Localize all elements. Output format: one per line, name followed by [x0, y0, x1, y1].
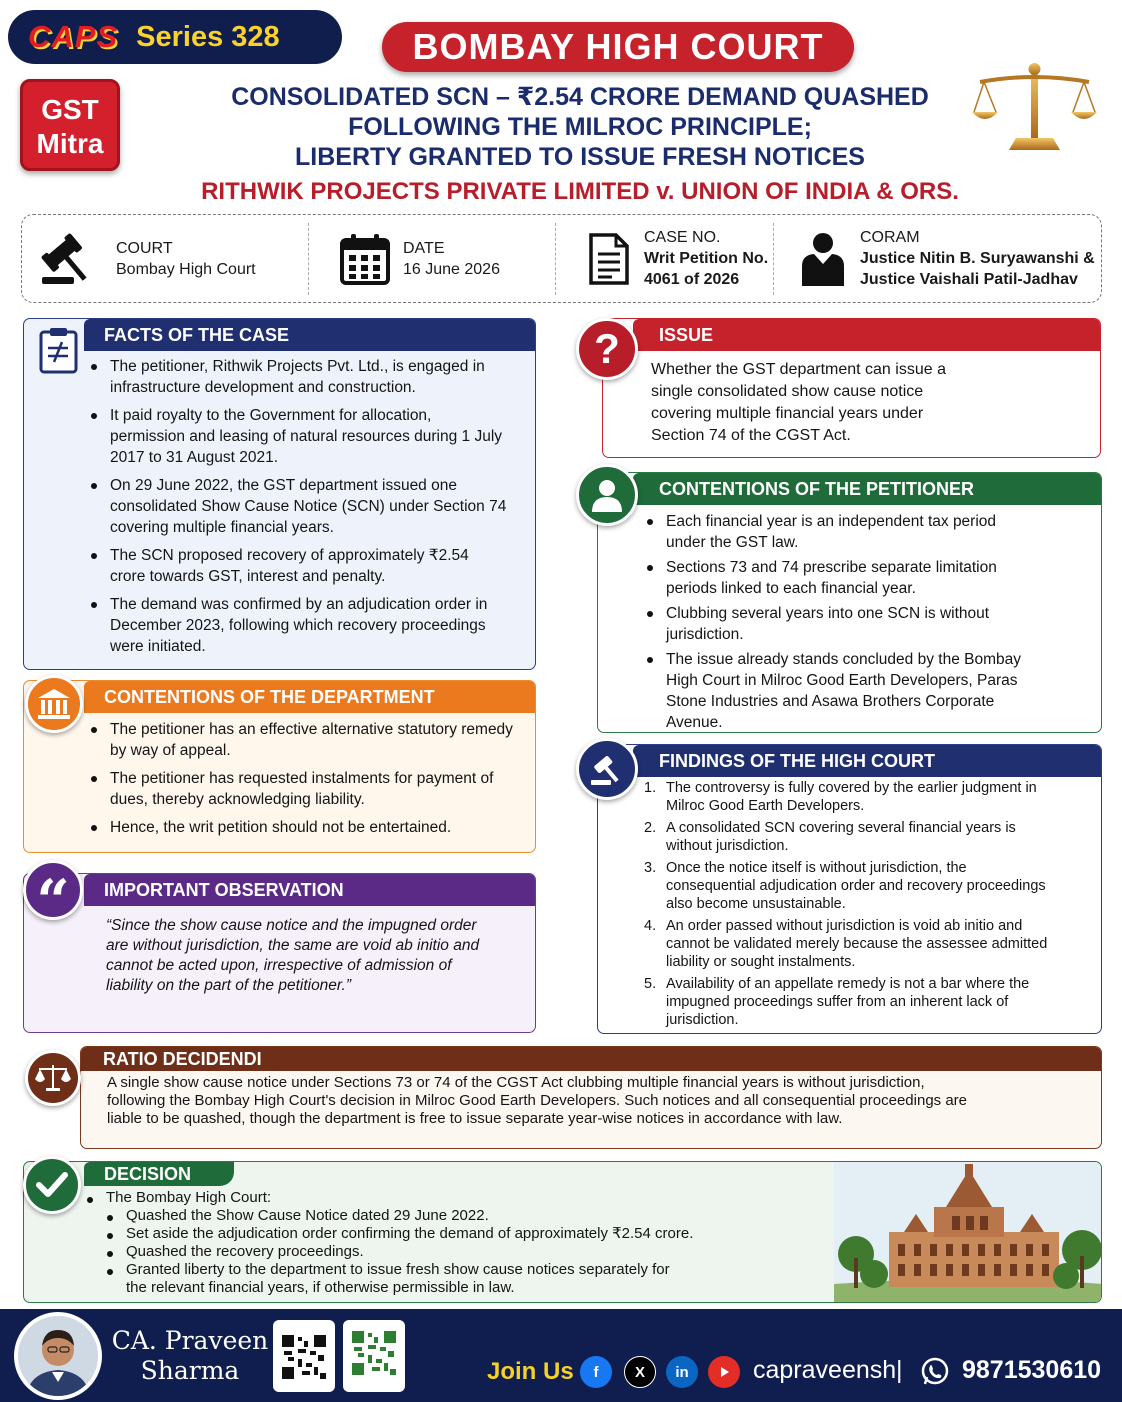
youtube-icon[interactable]	[708, 1356, 740, 1388]
scales-glyph	[35, 1063, 71, 1093]
calendar-icon	[340, 233, 390, 285]
findings-title: FINDINGS OF THE HIGH COURT	[633, 745, 1101, 777]
issue-card	[602, 318, 1101, 458]
gavel-icon	[38, 231, 102, 287]
decision-card	[23, 1161, 1102, 1303]
item-number: 1.	[644, 780, 657, 796]
item-number: 5.	[644, 976, 657, 992]
list-item: On 29 June 2022, the GST department issued one consolidated Show Cause Notice (SCN) under Section 74 covering multiple financial years.	[88, 475, 508, 538]
gavel-glyph	[589, 751, 625, 787]
gst-logo-line1: GST	[41, 94, 99, 125]
gavel-icon	[576, 738, 638, 800]
check-icon	[23, 1156, 81, 1214]
brand-pill	[8, 10, 342, 64]
date-value: 16 June 2026	[403, 260, 500, 278]
coram-value: Justice Vaishali Patil-Jadhav	[860, 271, 1078, 288]
whatsapp-icon[interactable]	[920, 1357, 950, 1387]
item-text: A consolidated SCN covering several financial years is without jurisdiction.	[666, 820, 1016, 854]
divider	[555, 223, 556, 295]
list-item: The issue already stands concluded by the Bombay High Court in Milroc Good Earth Developers, Paras Stone Industries and Asawa Brothers Corporate Avenue.	[644, 649, 1024, 733]
petitioner-title: CONTENTIONS OF THE PETITIONER	[633, 473, 1101, 505]
gst-logo-line2: Mitra	[36, 128, 104, 159]
list-item: Sections 73 and 74 prescribe separate limitation periods linked to each financial year.	[644, 557, 1024, 599]
presenter-name-line1: CA. Praveen	[111, 1326, 269, 1355]
qr-code[interactable]	[273, 1320, 335, 1392]
decision-title: DECISION	[84, 1162, 234, 1186]
department-list	[88, 719, 518, 845]
divider	[773, 223, 774, 295]
divider	[308, 223, 309, 295]
observation-quote: “Since the show cause notice and the impugned order are without jurisdiction, the same are void ab initio and cannot be acted upon, irrespective of admission of liability on the part of the petitioner.”	[106, 917, 480, 994]
person-glyph	[589, 477, 625, 513]
list-item: The SCN proposed recovery of approximately ₹2.54 crore towards GST, interest and penalty.	[88, 545, 508, 587]
facts-title: FACTS OF THE CASE	[84, 319, 535, 351]
gst-mitra-logo	[20, 79, 120, 171]
list-item: Hence, the writ petition should not be entertained.	[88, 817, 518, 838]
list-item: The demand was confirmed by an adjudication order in December 2023, following which recovery proceedings were initiated.	[88, 594, 508, 657]
case-parties: RITHWIK PROJECTS PRIVATE LIMITED v. UNION OF INDIA & ORS.	[201, 178, 959, 205]
qr-code[interactable]	[343, 1320, 405, 1392]
list-item	[644, 975, 1049, 1029]
check-glyph	[36, 1171, 68, 1199]
facts-card	[23, 318, 536, 670]
headline-line: FOLLOWING THE MILROC PRINCIPLE;	[348, 113, 812, 141]
series-label: Series 328	[136, 20, 280, 53]
quote-icon: “	[23, 860, 83, 920]
play-glyph	[717, 1365, 731, 1379]
item-text: Once the notice itself is without jurisdiction, the consequential adjudication order and recovery proceedings also become unsustainable.	[666, 860, 1046, 912]
list-item: The petitioner has requested instalments for payment of dues, thereby acknowledging liability.	[88, 768, 518, 810]
issue-title: ISSUE	[633, 319, 1100, 351]
item-number: 2.	[644, 820, 657, 836]
presenter-name-line2: Sharma	[140, 1356, 240, 1385]
list-item	[644, 917, 1049, 971]
list-item	[644, 859, 1049, 913]
list-item: Quashed the recovery proceedings.	[104, 1243, 804, 1261]
qr-code-icon	[348, 1325, 400, 1387]
item-text: An order passed without jurisdiction is void ab initio and cannot be validated merely because the assessee admitted liability or sought instalments.	[666, 918, 1048, 970]
join-us-label: Join Us	[487, 1358, 574, 1385]
headline	[150, 82, 1010, 172]
item-number: 4.	[644, 918, 657, 934]
avatar-portrait	[18, 1316, 98, 1396]
list-item: The petitioner has an effective alternative statutory remedy by way of appeal.	[88, 719, 518, 761]
list-item: The petitioner, Rithwik Projects Pvt. Ltd., is engaged in infrastructure development and construction.	[88, 356, 508, 398]
ratio-title: RATIO DECIDENDI	[81, 1047, 1101, 1071]
ratio-text: A single show cause notice under Sections 73 or 74 of the CGST Act clubbing multiple financial years is without jurisdiction, following the Bombay High Court's decision in Milroc Good Earth Developers. Such notices and all consequential proceedings are liable to be quashed, though the department is free to issue separate year-wise notices in accordance with law.	[107, 1074, 968, 1127]
coram-value: Justice Nitin B. Suryawanshi &	[860, 250, 1095, 267]
list-item	[644, 819, 1049, 855]
qr-code-icon	[278, 1325, 330, 1387]
document-icon	[588, 232, 630, 286]
department-card	[23, 680, 536, 853]
case-number-info	[588, 215, 773, 302]
observation-title: IMPORTANT OBSERVATION	[84, 874, 535, 906]
court-building-image	[834, 1162, 1102, 1303]
headline-line: LIBERTY GRANTED TO ISSUE FRESH NOTICES	[295, 143, 865, 171]
clipboard-icon	[38, 326, 80, 374]
court-label: COURT	[116, 239, 173, 257]
case-value: 4061 of 2026	[644, 271, 740, 288]
pillars-icon	[25, 675, 83, 733]
department-title: CONTENTIONS OF THE DEPARTMENT	[84, 681, 535, 713]
list-item: Set aside the adjudication order confirming the demand of approximately ₹2.54 crore.	[104, 1225, 804, 1243]
phone-number[interactable]: 9871530610	[962, 1356, 1102, 1384]
coram-label: CORAM	[860, 229, 920, 246]
list-item: Granted liberty to the department to issue fresh show cause notices separately for the relevant financial years, if otherwise permissible in law.	[104, 1261, 694, 1297]
court-value: Bombay High Court	[116, 260, 256, 278]
court-banner: BOMBAY HIGH COURT	[382, 22, 854, 72]
coram-info	[798, 215, 1098, 302]
list-item: It paid royalty to the Government for allocation, permission and leasing of natural resources during 1 July 2017 to 31 August 2021.	[88, 405, 508, 468]
avatar	[14, 1312, 102, 1400]
case-value: Writ Petition No.	[644, 250, 769, 267]
court-info	[38, 215, 308, 302]
date-info	[340, 215, 555, 302]
observation-card	[23, 873, 536, 1033]
pillars-glyph	[37, 688, 71, 720]
judge-icon	[798, 230, 848, 288]
item-number: 3.	[644, 860, 657, 876]
question-icon: ?	[576, 318, 638, 380]
headline-line: CONSOLIDATED SCN – ₹2.54 CRORE DEMAND QUASHED	[231, 83, 929, 111]
issue-text: Whether the GST department can issue a single consolidated show cause notice covering multiple financial years under Section 74 of the CGST Act.	[651, 361, 946, 444]
item-text: The controversy is fully covered by the earlier judgment in Milroc Good Earth Developers.	[666, 780, 1037, 814]
list-item	[644, 779, 1049, 815]
list-item: Each financial year is an independent tax period under the GST law.	[644, 511, 1024, 553]
findings-card	[597, 744, 1102, 1034]
linkedin-icon[interactable]: in	[666, 1356, 698, 1388]
social-handle[interactable]: capraveensh	[753, 1356, 897, 1384]
scales-of-justice-icon	[972, 62, 1097, 154]
petitioner-list	[644, 511, 1024, 737]
decision-list	[84, 1189, 804, 1297]
date-label: DATE	[403, 239, 445, 257]
presenter-name	[110, 1326, 270, 1386]
list-item: Clubbing several years into one SCN is without jurisdiction.	[644, 603, 1024, 645]
case-label: CASE NO.	[644, 229, 721, 246]
decision-intro: The Bombay High Court:	[84, 1189, 804, 1207]
person-icon	[576, 464, 638, 526]
list-item: Quashed the Show Cause Notice dated 29 June 2022.	[104, 1207, 804, 1225]
caps-logo: CAPS	[28, 19, 119, 54]
findings-list	[644, 779, 1049, 1033]
case-info-strip	[21, 214, 1102, 303]
item-text: Availability of an appellate remedy is not a bar where the impugned proceedings suffer from an inherent lack of jurisdiction.	[666, 976, 1030, 1028]
petitioner-card	[597, 472, 1102, 733]
facebook-icon[interactable]: f	[580, 1356, 612, 1388]
facts-list	[88, 356, 508, 664]
x-icon[interactable]: X	[624, 1356, 656, 1388]
scales-icon	[25, 1050, 81, 1106]
ratio-card	[80, 1046, 1102, 1149]
footer-separator: |	[896, 1356, 903, 1384]
